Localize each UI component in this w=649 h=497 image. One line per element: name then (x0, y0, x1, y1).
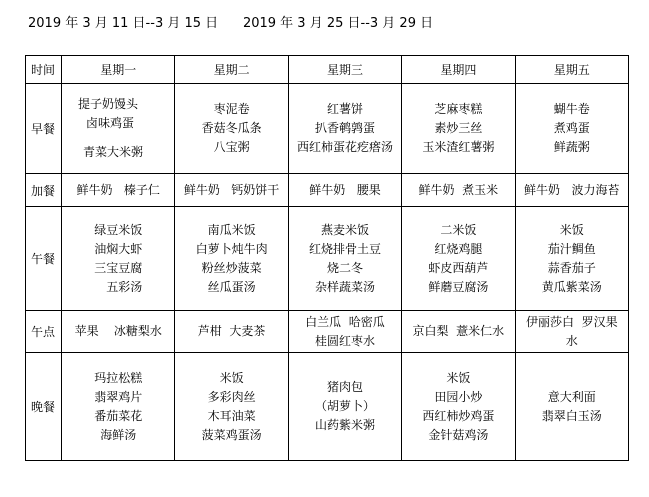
dish: 猪肉包 (326, 380, 363, 394)
dish: 米饭 (559, 222, 584, 237)
menu-cell (402, 84, 515, 174)
dish: 素炒三丝 (434, 121, 483, 135)
dish: 桂圆红枣水 (314, 333, 375, 348)
dish: 黄瓜紫菜汤 (541, 279, 602, 294)
dish: 白萝卜炖牛肉 (195, 241, 268, 256)
dish: 田园小炒 (434, 389, 483, 404)
meal-row-lunch (26, 207, 629, 311)
dish: 山药紫米粥 (314, 418, 375, 432)
dish: 番茄菜花 (94, 408, 143, 423)
weekly-menu-table (25, 55, 629, 461)
dish: 米饭 (446, 370, 471, 385)
meal-label: 午点 (26, 311, 62, 353)
dish: 米饭 (219, 370, 244, 385)
dish: 燕麦米饭 (320, 222, 369, 237)
dish: 西红柿蛋花疙瘩汤 (296, 140, 393, 154)
dish: 红烧鸡腿 (434, 241, 483, 256)
meal-row-dinner (26, 353, 629, 461)
dish: 白兰瓜 哈密瓜 (305, 314, 385, 329)
meal-label: 午餐 (26, 207, 62, 311)
menu-cell (288, 84, 401, 174)
dish: 水 (565, 333, 578, 348)
dish: 鲜蘑豆腐汤 (428, 279, 489, 294)
dish: 芦柑 大麦茶 (197, 324, 266, 338)
dish: 伊丽莎白 罗汉果 (525, 314, 618, 329)
corner-label: 时间 (26, 56, 62, 84)
dish: 香菇冬瓜条 (201, 121, 262, 135)
dish: 卤味鸡蛋 (86, 116, 135, 130)
menu-cell (175, 174, 288, 207)
meal-label: 加餐 (26, 174, 62, 207)
menu-cell (175, 311, 288, 353)
dish: 二米饭 (440, 222, 477, 237)
menu-cell (515, 311, 628, 353)
dish: 八宝粥 (213, 140, 250, 154)
menu-cell (288, 174, 401, 207)
date-range-header (28, 12, 433, 31)
dish: 绿豆米饭 (94, 222, 143, 237)
menu-cell (288, 353, 401, 461)
dish: 油焖大虾 (94, 241, 143, 256)
menu-cell (62, 207, 175, 311)
menu-cell (515, 353, 628, 461)
menu-cell (288, 311, 401, 353)
dish: 木耳油菜 (207, 408, 256, 423)
dish: 鲜蔬粥 (553, 140, 590, 154)
meal-label: 早餐 (26, 84, 62, 174)
dish: 鲜牛奶 钙奶饼干 (183, 182, 280, 197)
menu-cell (402, 311, 515, 353)
dish: 金针菇鸡汤 (428, 427, 489, 442)
menu-cell (62, 174, 175, 207)
dish: 蒜香茄子 (547, 260, 596, 275)
dish: 西红柿炒鸡蛋 (422, 408, 495, 423)
day-header-thursday: 星期四 (402, 56, 515, 84)
dish: 鲜牛奶 煮玉米 (418, 182, 499, 197)
dish: 京白梨 薏米仁水 (412, 324, 505, 338)
menu-cell (402, 207, 515, 311)
dish: 鲜牛奶 腰果 (309, 182, 381, 197)
meal-label: 晚餐 (26, 353, 62, 461)
day-header-tuesday: 星期二 (175, 56, 288, 84)
dish: （胡萝卜） (314, 399, 375, 413)
dish: 多彩肉丝 (207, 389, 256, 404)
menu-cell (175, 84, 288, 174)
dish: 虾皮西葫芦 (428, 260, 489, 275)
day-header-monday: 星期一 (62, 56, 175, 84)
dish: 玛拉松糕 (94, 370, 143, 385)
dish: 扒香鹌鹑蛋 (314, 121, 375, 135)
dish: 鲜牛奶 榛子仁 (76, 182, 160, 197)
dish: 青菜大米粥 (83, 145, 144, 159)
menu-cell (62, 84, 175, 174)
menu-cell (62, 353, 175, 461)
dish: 翡翠鸡片 (94, 389, 143, 404)
meal-row-afternoon-snack (26, 311, 629, 353)
dish: 芝麻枣糕 (434, 102, 483, 116)
dish: 菠菜鸡蛋汤 (201, 427, 262, 442)
dish: 海鲜汤 (100, 427, 137, 442)
dish: 五彩汤 (106, 279, 143, 294)
menu-cell (515, 84, 628, 174)
dish: 枣泥卷 (213, 102, 250, 116)
table-header-row (26, 56, 629, 84)
dish: 三宝豆腐 (94, 260, 143, 275)
meal-row-morning-snack (26, 174, 629, 207)
date-range-2: 2019 年 3 月 25 日--3 月 29 日 (242, 16, 434, 31)
dish: 玉米渣红薯粥 (422, 140, 495, 154)
dish: 烧二冬 (326, 260, 363, 275)
day-header-wednesday: 星期三 (288, 56, 401, 84)
menu-cell (175, 207, 288, 311)
dish: 意大利面 (547, 389, 596, 404)
menu-cell (402, 174, 515, 207)
menu-cell (288, 207, 401, 311)
dish: 苹果 冰糖梨水 (74, 324, 162, 338)
dish: 杂样蔬菜汤 (314, 279, 375, 294)
dish: 粉丝炒菠菜 (201, 260, 262, 275)
menu-cell (515, 174, 628, 207)
dish: 红薯饼 (326, 102, 363, 116)
menu-cell (62, 311, 175, 353)
meal-row-breakfast (26, 84, 629, 174)
menu-cell (402, 353, 515, 461)
menu-cell (515, 207, 628, 311)
menu-cell (175, 353, 288, 461)
dish: 提子奶馒头 (78, 97, 139, 111)
date-range-1: 2019 年 3 月 11 日--3 月 15 日 (28, 16, 219, 31)
dish: 鲜牛奶 波力海苔 (524, 182, 620, 197)
day-header-friday: 星期五 (515, 56, 628, 84)
dish: 煮鸡蛋 (553, 121, 590, 135)
dish: 茄汁鲷鱼 (547, 241, 596, 256)
dish: 蝴牛卷 (553, 102, 590, 116)
dish: 翡翠白玉汤 (541, 408, 602, 423)
dish: 南瓜米饭 (207, 222, 256, 237)
dish: 红烧排骨土豆 (308, 241, 381, 256)
dish: 丝瓜蛋汤 (207, 279, 256, 294)
